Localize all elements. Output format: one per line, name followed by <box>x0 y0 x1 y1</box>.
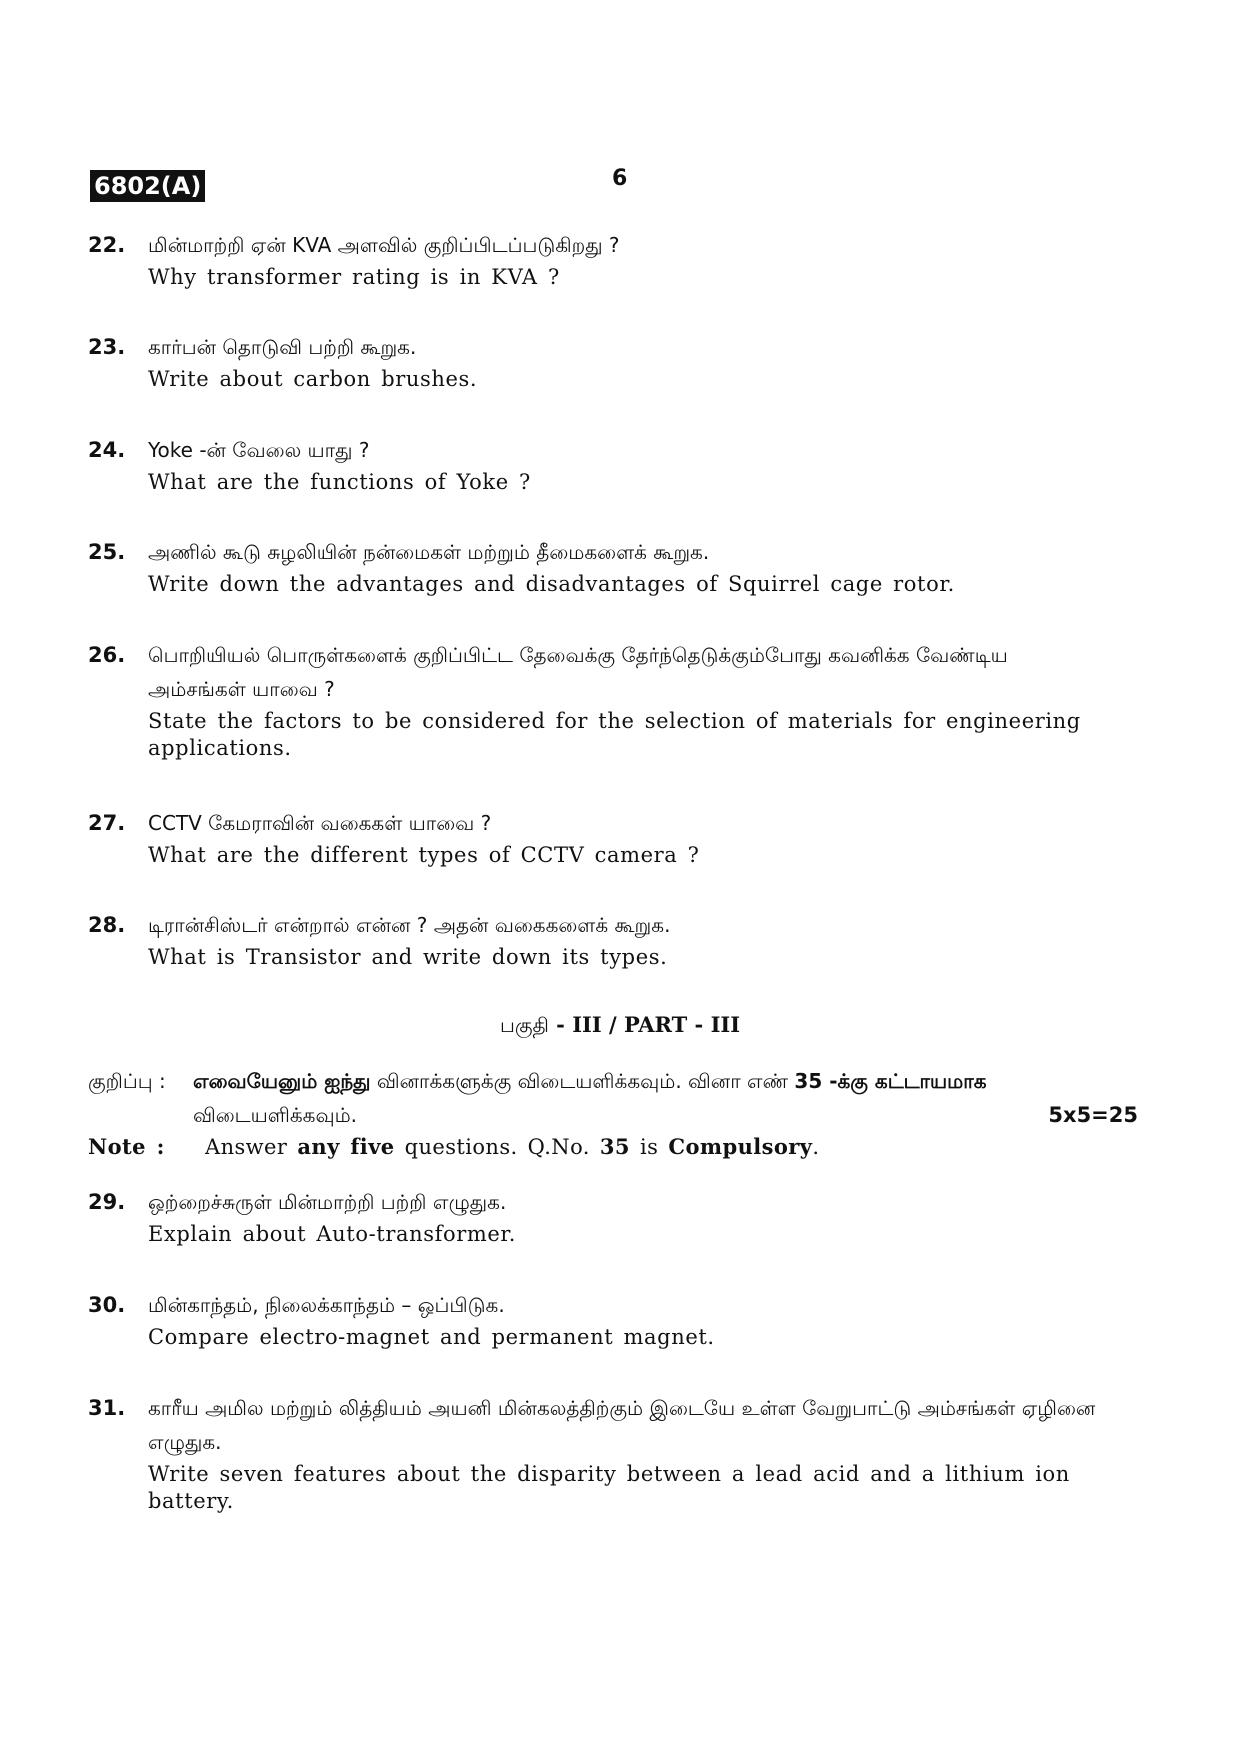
question-text-tamil: பொறியியல் பொருள்களைக் குறிப்பிட்ட தேவைக்கு தேர்ந்தெடுக்கும்போது கவனிக்க வேண்டிய அம்சங்கள் யாவை ? <box>148 643 1008 701</box>
note-text-part: Answer <box>205 1135 298 1159</box>
question-25 <box>88 535 1098 598</box>
paper-code-badge: 6802(A) <box>90 170 205 202</box>
note-text-part: விடையளிக்கவும். <box>193 1103 358 1127</box>
note-text-part: வினாக்களுக்கு விடையளிக்கவும். வினா எண் <box>370 1069 795 1093</box>
question-29 <box>88 1185 1098 1248</box>
question-text-english: State the factors to be considered for the selection of materials for engineering applications. <box>148 709 1081 760</box>
marks-allocation: 5x5=25 <box>1048 1103 1138 1127</box>
question-22 <box>88 228 1098 291</box>
note-label-english: Note : <box>88 1134 165 1159</box>
question-number: 25. <box>88 540 126 564</box>
question-text-english: Explain about Auto-transformer. <box>148 1222 516 1246</box>
question-text-english: Compare electro-magnet and permanent magnet. <box>148 1325 715 1349</box>
question-number: 23. <box>88 335 126 359</box>
note-text-tamil <box>193 1064 1093 1132</box>
note-label-tamil: குறிப்பு : <box>88 1069 166 1093</box>
question-text-tamil: டிரான்சிஸ்டர் என்றால் என்ன ? அதன் வகைகளைக் கூறுக. <box>148 913 671 937</box>
question-text-tamil: மின்காந்தம், நிலைக்காந்தம் – ஒப்பிடுக. <box>148 1293 505 1317</box>
note-text-part: questions. Q.No. <box>394 1135 600 1159</box>
question-text-english: Why transformer rating is in KVA ? <box>148 265 560 289</box>
question-31 <box>88 1391 1098 1515</box>
question-28 <box>88 908 1098 971</box>
question-24 <box>88 433 1098 496</box>
question-27 <box>88 806 1098 869</box>
note-emphasis: எவையேனும் ஐந்து <box>193 1069 371 1093</box>
question-number: 31. <box>88 1396 126 1420</box>
note-tamil <box>88 1064 1138 1132</box>
part-heading-english: - III / PART - III <box>548 1012 741 1037</box>
question-text-english: Write about carbon brushes. <box>148 367 478 391</box>
question-number: 22. <box>88 233 126 257</box>
part-heading <box>0 1012 1240 1040</box>
question-number: 29. <box>88 1190 126 1214</box>
part-heading-tamil: பகுதி <box>499 1013 549 1037</box>
question-number: 30. <box>88 1293 126 1317</box>
question-number: 26. <box>88 643 126 667</box>
question-text-english: What is Transistor and write down its types. <box>148 945 668 969</box>
question-number: 27. <box>88 811 126 835</box>
question-text-tamil: காரீய அமில மற்றும் லித்தியம் அயனி மின்கலத்திற்கும் இடையே உள்ள வேறுபாட்டு அம்சங்கள் ஏழினை எழுதுக. <box>148 1396 1096 1454</box>
note-text-part: is <box>629 1135 669 1159</box>
question-text-english: Write down the advantages and disadvantages of Squirrel cage rotor. <box>148 572 955 596</box>
question-text-tamil: ஒற்றைச்சுருள் மின்மாற்றி பற்றி எழுதுக. <box>148 1190 507 1214</box>
note-text-english <box>205 1132 1138 1162</box>
question-number: 24. <box>88 438 126 462</box>
question-text-english: What are the different types of CCTV camera ? <box>148 843 700 867</box>
note-emphasis: 35 -க்கு கட்டாயமாக <box>794 1069 987 1093</box>
question-text-tamil: Yoke -ன் வேலை யாது ? <box>148 438 370 462</box>
question-text-tamil: மின்மாற்றி ஏன் KVA அளவில் குறிப்பிடப்படுகிறது ? <box>148 233 620 257</box>
page-number: 6 <box>612 166 628 191</box>
question-23 <box>88 330 1098 393</box>
question-26 <box>88 638 1098 762</box>
question-number: 28. <box>88 913 126 937</box>
question-text-tamil: CCTV கேமராவின் வகைகள் யாவை ? <box>148 811 492 835</box>
question-30 <box>88 1288 1098 1351</box>
note-emphasis: any five <box>297 1134 395 1159</box>
note-emphasis: 35 <box>599 1134 630 1159</box>
question-text-tamil: கார்பன் தொடுவி பற்றி கூறுக. <box>148 335 417 359</box>
note-english <box>88 1132 1138 1162</box>
note-emphasis: Compulsory <box>668 1134 813 1159</box>
question-text-tamil: அணில் கூடு சுழலியின் நன்மைகள் மற்றும் தீமைகளைக் கூறுக. <box>148 540 710 564</box>
question-text-english: Write seven features about the disparity between a lead acid and a lithium ion battery. <box>148 1462 1070 1513</box>
question-text-english: What are the functions of Yoke ? <box>148 470 531 494</box>
note-text-part: . <box>812 1135 820 1159</box>
